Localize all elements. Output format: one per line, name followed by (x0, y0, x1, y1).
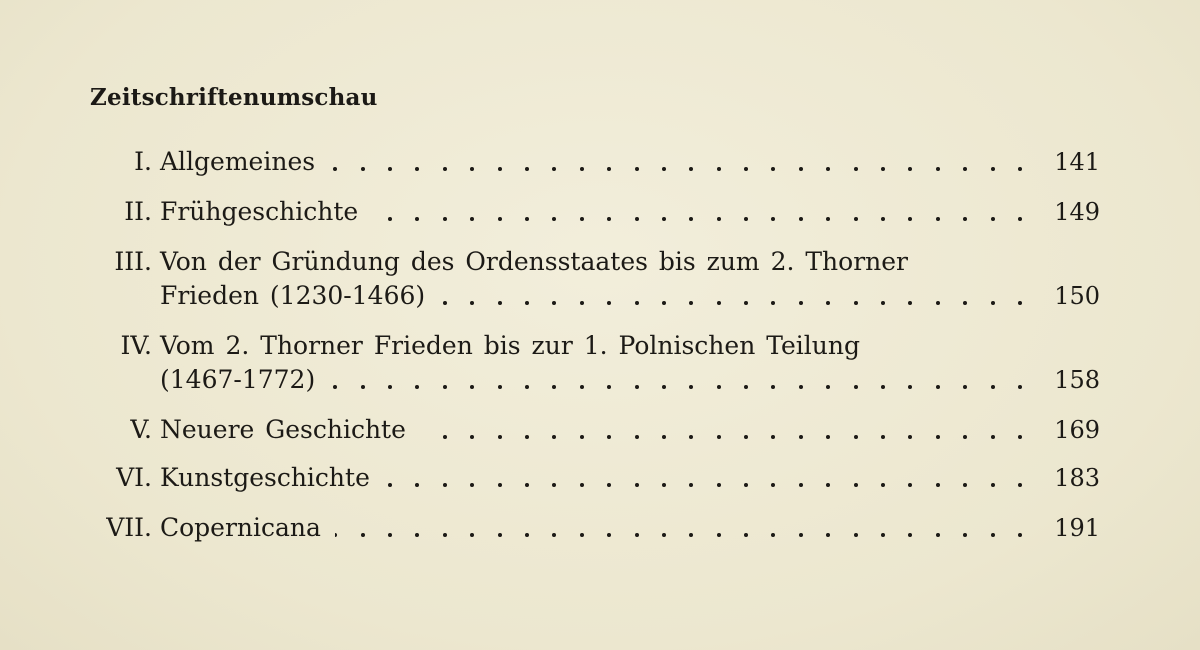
toc-entry-title: Allgemeines (160, 147, 316, 176)
toc-entry-numeral: III. (114, 247, 152, 276)
toc-entry-5 (0, 414, 1200, 446)
section-heading: Zeitschriftenumschau (90, 84, 378, 111)
dot-leader (384, 462, 1022, 494)
toc-entry-2 (0, 196, 1200, 228)
toc-entry-title: Copernicana (160, 513, 321, 542)
toc-entry-title: Neuere Geschichte (160, 415, 406, 444)
dot-leader (329, 146, 1022, 178)
toc-entry-4-continuation (0, 364, 1200, 396)
toc-entry-1 (0, 146, 1200, 178)
toc-entry-page: 150 (1054, 282, 1100, 310)
toc-entry-title: Kunstgeschichte (160, 463, 370, 492)
dot-leader (420, 414, 1022, 446)
toc-entry-4 (0, 330, 1200, 362)
toc-entry-page: 149 (1054, 198, 1100, 226)
toc-entry-3-continuation (0, 280, 1200, 312)
toc-entry-6 (0, 462, 1200, 494)
toc-entry-page: 141 (1054, 148, 1100, 176)
toc-entry-numeral: II. (124, 197, 152, 226)
toc-entry-page: 183 (1054, 464, 1100, 492)
toc-entry-numeral: I. (134, 147, 152, 176)
toc-entry-page: 169 (1054, 416, 1100, 444)
toc-entry-title: Frühgeschichte (160, 197, 359, 226)
toc-entry-title: Von der Gründung des Ordensstaates bis zum 2. Thorner (160, 247, 909, 276)
toc-entry-page: 191 (1054, 514, 1100, 542)
dot-leader (372, 196, 1022, 228)
toc-entry-numeral: VI. (116, 463, 152, 492)
dot-leader (329, 364, 1022, 396)
toc-entry-numeral: V. (130, 415, 152, 444)
toc-entry-title-continued: (1467-1772) (160, 365, 316, 394)
toc-entry-3 (0, 246, 1200, 278)
toc-entry-numeral: IV. (120, 331, 152, 360)
toc-entry-7 (0, 512, 1200, 544)
dot-leader (439, 280, 1022, 312)
toc-entry-title: Vom 2. Thorner Frieden bis zur 1. Polnischen Teilung (160, 331, 860, 360)
dot-leader (335, 512, 1022, 544)
toc-entry-page: 158 (1054, 366, 1100, 394)
toc-entry-title-continued: Frieden (1230-1466) (160, 281, 426, 310)
toc-entry-numeral: VII. (106, 513, 152, 542)
